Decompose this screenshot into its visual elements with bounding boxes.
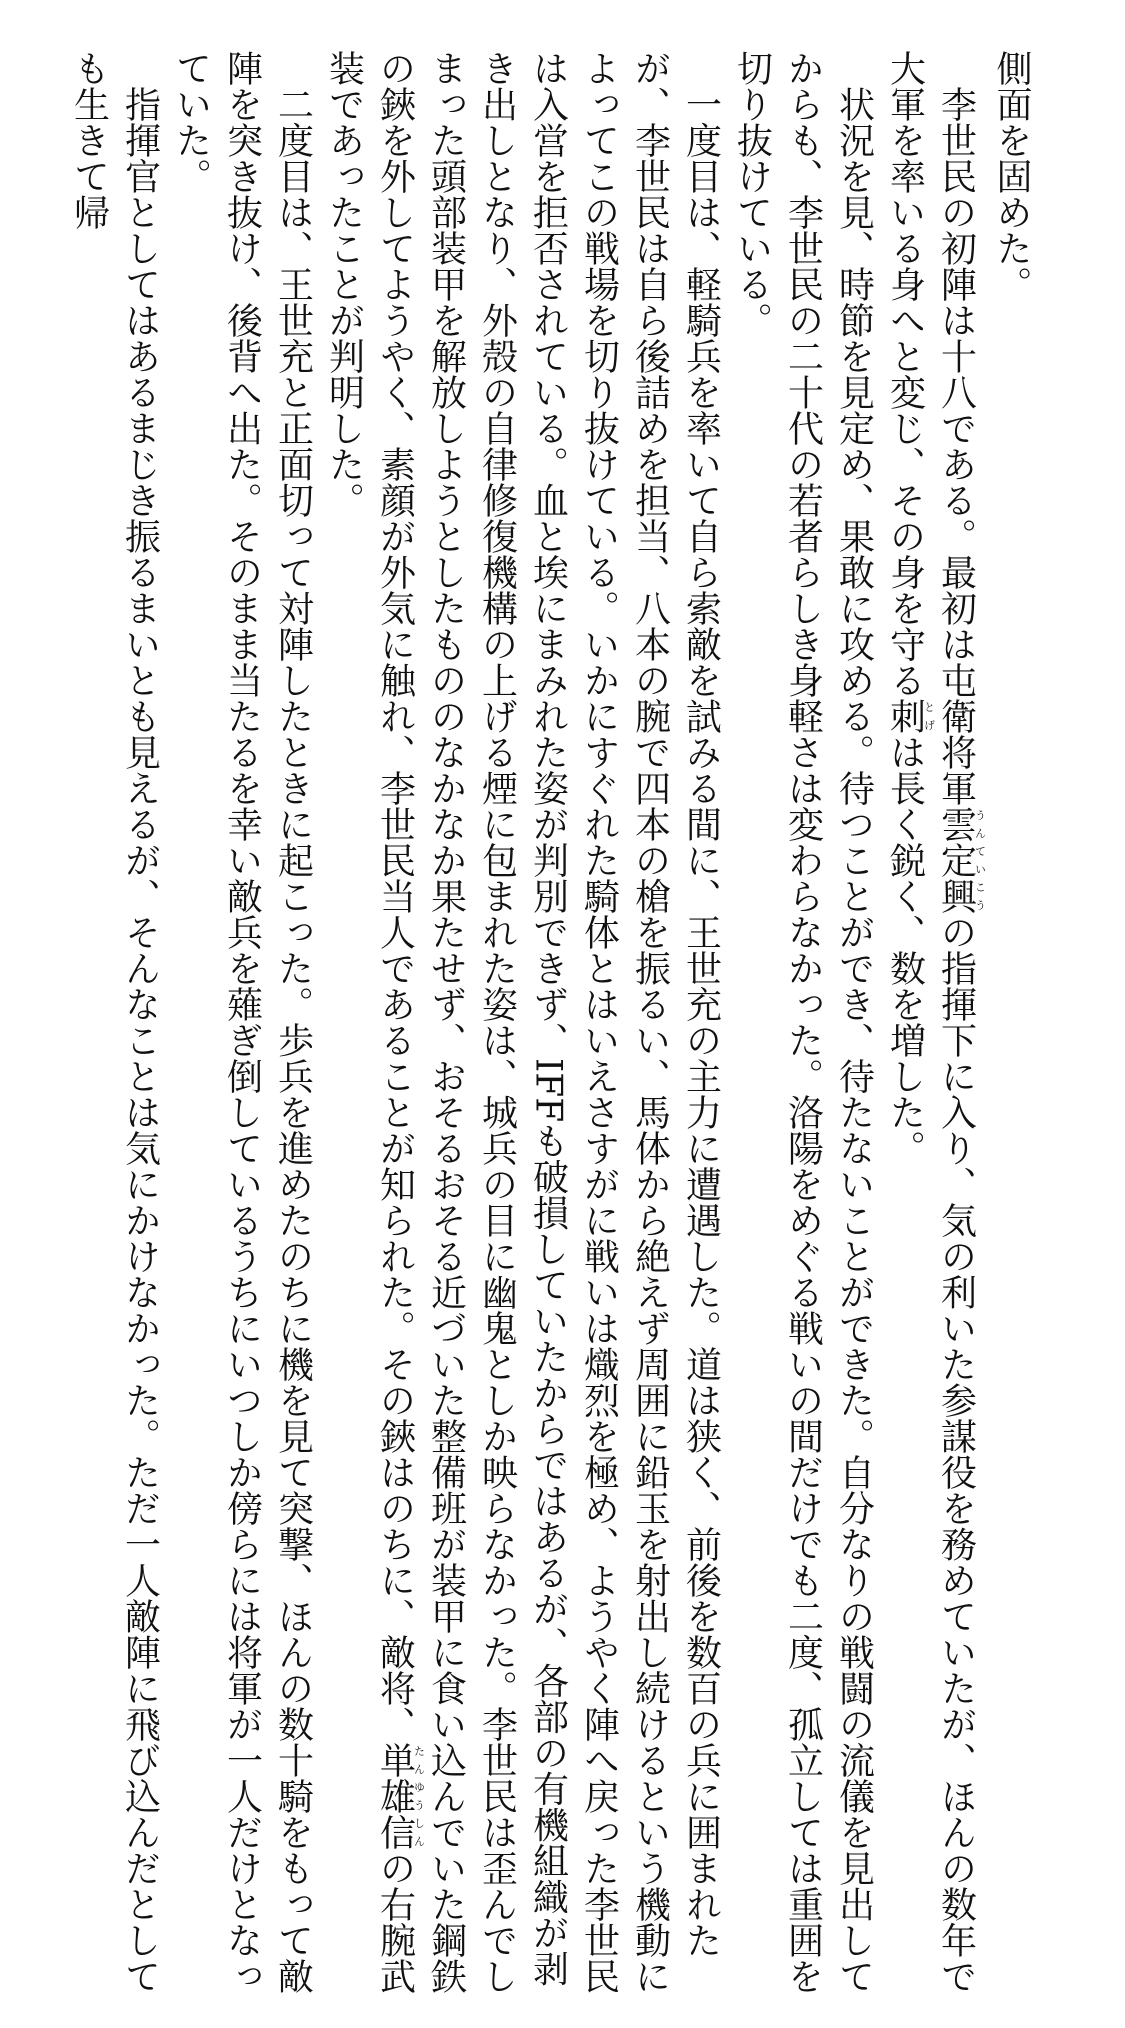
vertical-text-body — [7, 50, 1037, 2000]
ruby-reading: たんゆうしん — [412, 1742, 426, 1850]
ruby-annotation — [374, 1742, 426, 1850]
text-run: 一度目は、軽騎兵を率いて自ら索敵を試みる間に、王世充の主力に遭遇した。道は狭く、前後を数百の兵に囲まれたが、李世民は自ら後詰めを担当、八本の腕で四本の槍を振るい、馬体から絶えず周囲に鉛玉を射出し続けるという機動によってこの戦場を切り抜けている。いかにすぐれた騎体とはいえさすがに戦いは熾烈を極め、ようやく陣へ戻った李世民は入営を拒否されている。血と埃にまみれた姿が判別できず、IFFも破損していたからではあるが、各部の有機組織が剥き出しとなり、外殻の自律修復機構の上げる煙に包まれた姿は、城兵の目に幽鬼としか映らなかった。李世民は歪んでしまった頭部装甲を解放しようとしたもののなかなか果たせず、おそるおそる近づいた整備班が装甲に食い込んでいた鋼鉄の鋏を外してようやく、素顔が外気に触れ、李世民当人であることが知られた。その鋏はのちに、敵将、 — [374, 50, 722, 1994]
text-run: 状況を見、時節を見定め、果敢に攻める。待つことができ、待たないことができた。自分なりの戦闘の流儀を見出してからも、李世民の二十代の若者らしき身軽さは変わらなかった。洛陽をめぐる戦いの間だけでも二度、孤立しては重囲を切り抜けている。 — [731, 50, 875, 1994]
text-run: の指揮下に入り、気の利いた参謀役を務めていたが、ほんの数年で大軍を率いる身へと変じ、その身を守る — [884, 50, 977, 1994]
text-run: の右腕武装であったことが判明した。 — [323, 50, 416, 1994]
ruby-annotation — [884, 698, 936, 734]
paragraph — [986, 50, 1037, 2000]
ruby-reading: うんていこう — [973, 806, 987, 914]
text-run: は長く鋭く、数を増した。 — [884, 734, 926, 1166]
ruby-reading: とげ — [922, 698, 936, 734]
paragraph — [64, 50, 166, 2000]
text-run: 指揮官としてはあるまじき振るまいとも見えるが、そんなことは気にかけなかった。ただ一人敵陣に飛び込んだとしても生きて帰 — [68, 50, 161, 1994]
text-run: 二度目は、王世充と正面切って対陣したときに起こった。歩兵を進めたのちに機を見て突撃、ほんの数十騎をもって敵陣を突き抜け、後背へ出た。そのまま当たるを幸い敵兵を薙ぎ倒しているうちにいつしか傍らには将軍が一人だけとなっていた。 — [170, 50, 314, 1994]
text-run: 側面を固めた。 — [991, 50, 1032, 302]
ruby-base: 刺 — [884, 698, 926, 734]
ruby-base: 単雄信 — [374, 1742, 416, 1850]
paragraph — [166, 50, 319, 2000]
paragraph — [880, 50, 987, 2000]
text-run: 李世民の初陣は十八である。最初は屯衛将軍 — [935, 86, 977, 806]
paragraph — [727, 50, 880, 2000]
paragraph — [319, 50, 727, 2000]
ruby-base: 雲定興 — [935, 806, 977, 914]
ruby-annotation — [935, 806, 987, 914]
